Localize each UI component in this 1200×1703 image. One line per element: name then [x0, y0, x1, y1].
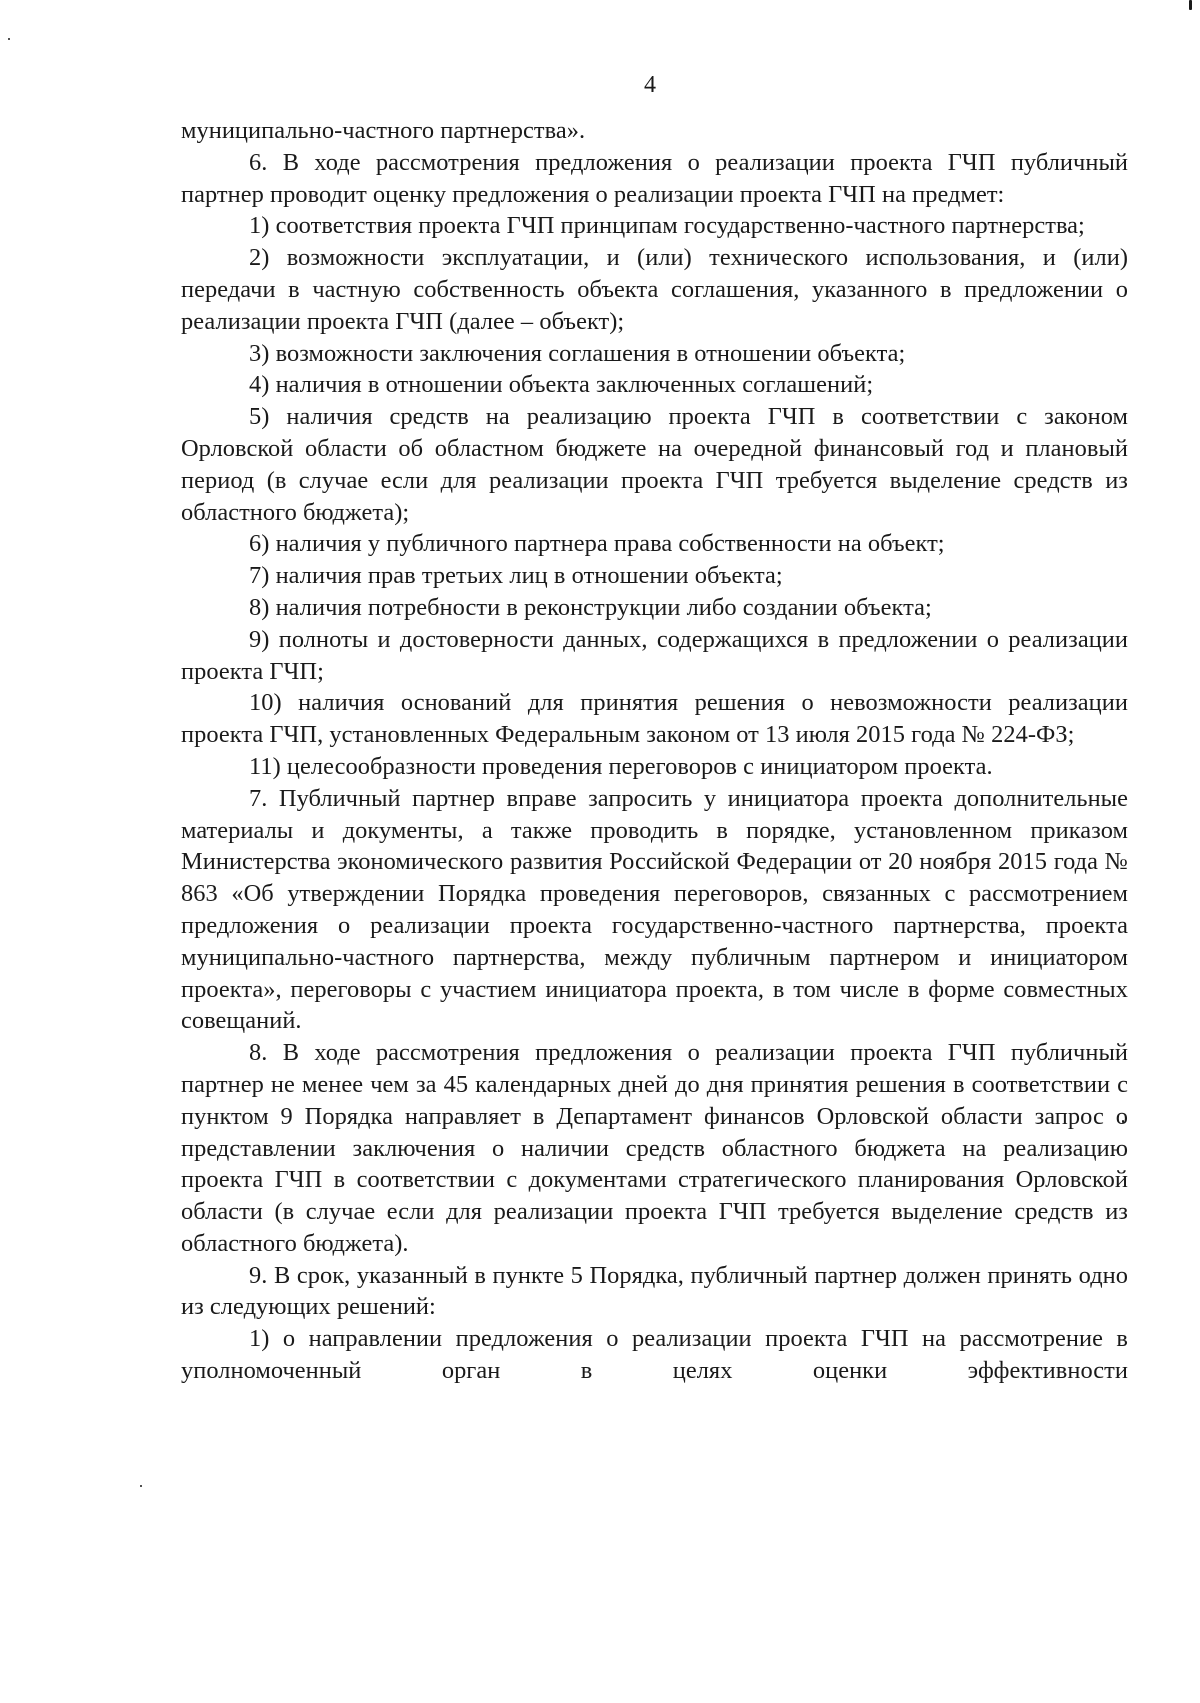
paragraph-item-9: 9. В срок, указанный в пункте 5 Порядка, публичный партнер должен принять одно из следующих решений:: [181, 1261, 1128, 1321]
page-number: 4: [644, 72, 656, 98]
list-item-9: 9) полноты и достоверности данных, содержащихся в предложении о реализации проекта ГЧП;: [181, 625, 1128, 685]
paragraph-item-8: 8. В ходе рассмотрения предложения о реализации проекта ГЧП публичный партнер не менее чем за 45 календарных дней до дня принятия решения в соответствии с пунктом 9 Порядка направляет в Департамент финансов Орловской области запрос о представлении заключения о наличии средств областного бюджета на реализацию проекта ГЧП в соответствии с документами стратегического планирования Орловской области (в случае если для реализации проекта ГЧП требуется выделение средств из областного бюджета).: [181, 1039, 1128, 1257]
list-item-6: 6) наличия у публичного партнера права собственности на объект;: [249, 530, 945, 558]
list-item-2: 2) возможности эксплуатации, и (или) технического использования, и (или) передачи в частную собственность объекта соглашения, указанного в предложении о реализации проекта ГЧП (далее – объект);: [181, 244, 1128, 335]
list-item-8: 8) наличия потребности в реконструкции либо создании объекта;: [249, 593, 932, 621]
list-item-11: 11) целесообразности проведения переговоров с инициатором проекта.: [249, 752, 993, 780]
decision-item-1: 1) о направлении предложения о реализации проекта ГЧП на рассмотрение в уполномоченный орган в целях оценки эффективности: [181, 1325, 1128, 1385]
scan-speck: [140, 1485, 142, 1487]
scan-mark: [1189, 0, 1192, 10]
list-item-5: 5) наличия средств на реализацию проекта ГЧП в соответствии с законом Орловской области об областном бюджете на очередной финансовый год и плановый период (в случае если для реализации проекта ГЧП требуется выделение средств из областного бюджета);: [181, 403, 1128, 526]
document-body: [181, 115, 1128, 1387]
list-item-7: 7) наличия прав третьих лиц в отношении объекта;: [249, 562, 783, 590]
list-item-10: 10) наличия оснований для принятия решения о невозможности реализации проекта ГЧП, установленных Федеральным законом от 13 июля 2015 года № 224-ФЗ;: [181, 689, 1128, 749]
paragraph-continuation: муниципально-частного партнерства».: [181, 117, 586, 144]
list-item-3: 3) возможности заключения соглашения в отношении объекта;: [249, 339, 906, 367]
paragraph-item-7: 7. Публичный партнер вправе запросить у инициатора проекта дополнительные материалы и документы, а также проводить в порядке, установленном приказом Министерства экономического развития Российской Федерации от 20 ноября 2015 года № 863 «Об утверждении Порядка проведения переговоров, связанных с рассмотрением предложения о реализации проекта государственно-частного партнерства, проекта муниципально-частного партнерства, между публичным партнером и инициатором проекта», переговоры с участием инициатора проекта, в том числе в форме совместных совещаний.: [181, 784, 1128, 1035]
paragraph-item-6: 6. В ходе рассмотрения предложения о реализации проекта ГЧП публичный партнер проводит оценку предложения о реализации проекта ГЧП на предмет:: [181, 148, 1128, 208]
list-item-4: 4) наличия в отношении объекта заключенных соглашений;: [249, 371, 874, 399]
scan-speck: [8, 38, 10, 40]
list-item-1: 1) соответствия проекта ГЧП принципам государственно-частного партнерства;: [249, 212, 1085, 240]
